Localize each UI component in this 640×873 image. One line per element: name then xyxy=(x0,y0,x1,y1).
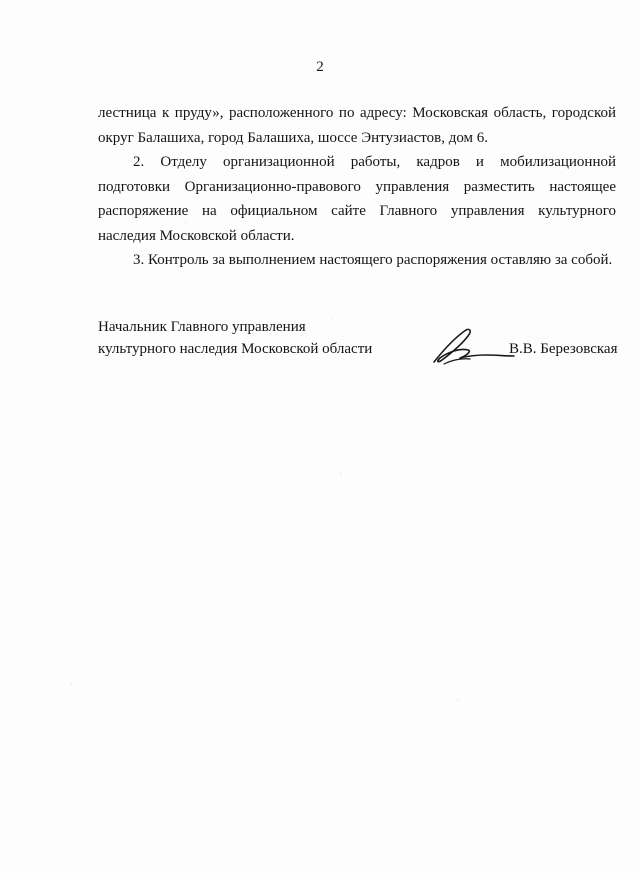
handwritten-signature xyxy=(428,322,518,370)
signatory-name: В.В. Березовская xyxy=(509,341,618,357)
paragraph-item-3: 3. Контроль за выполнением настоящего распоряжения оставляю за собой. xyxy=(133,252,613,268)
signatory-position xyxy=(98,316,372,360)
page-number: 2 xyxy=(316,59,324,75)
paragraph-item-2: 2. Отделу организационной работы, кадров и мобилизационной подготовки Организационно-правового управления разместить настоящее распоряжение на официальном сайте Главного управления культурного наследия Московской области. xyxy=(98,154,616,244)
paragraph-continuation: лестница к пруду», расположенного по адресу: Московская область, городской округ Балашиха, город Балашиха, шоссе Энтузиастов, дом 6. xyxy=(98,105,616,146)
signatory-position-line-1: Начальник Главного управления xyxy=(98,319,306,335)
signatory-position-line-2: культурного наследия Московской области xyxy=(98,341,373,357)
document-body xyxy=(98,101,616,273)
